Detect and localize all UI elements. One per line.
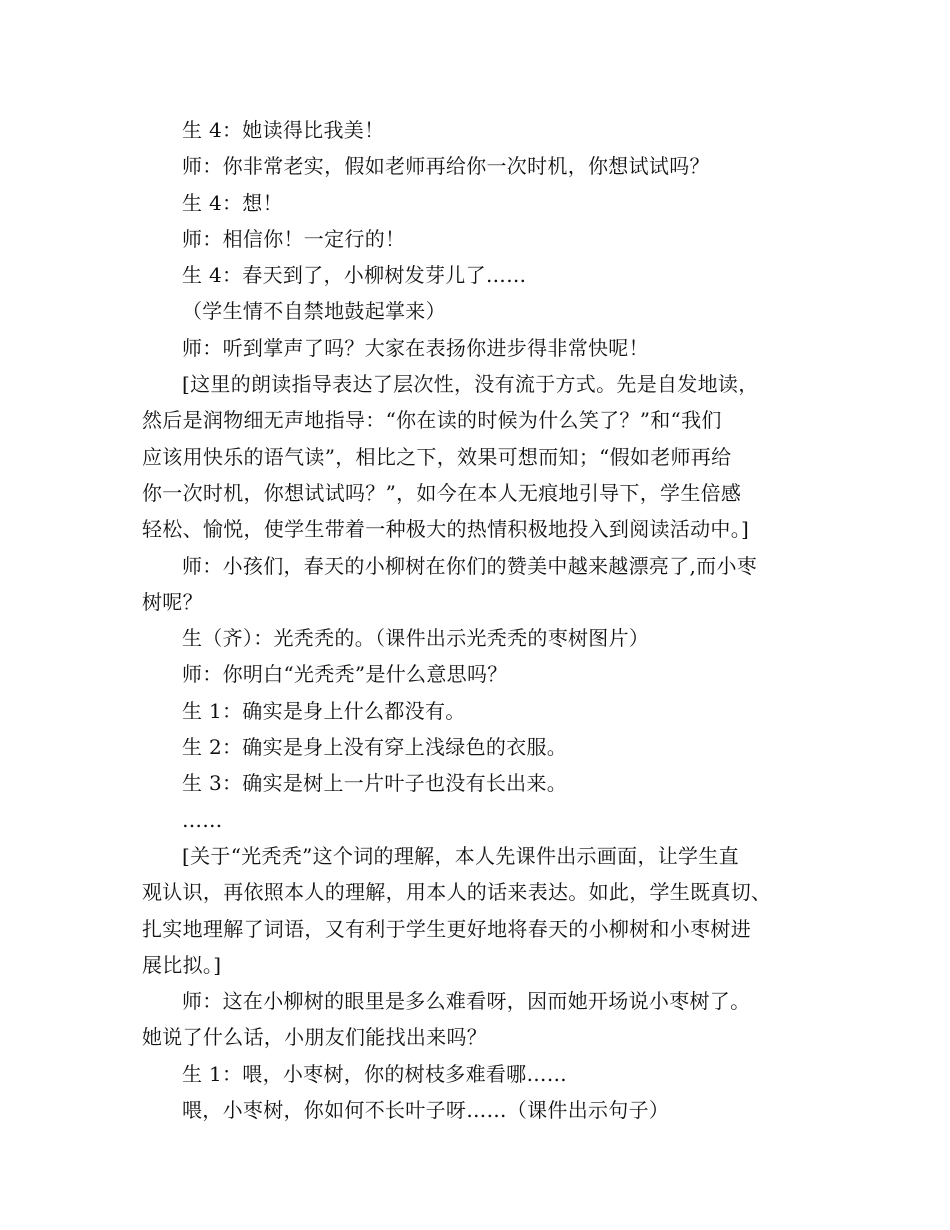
text-line: 师：相信你！一定行的！ — [182, 226, 406, 251]
text-line: 树呢？ — [142, 589, 203, 614]
paragraph — [142, 1056, 822, 1092]
text-line: …… — [182, 807, 223, 832]
paragraph — [142, 656, 822, 692]
text-line: 喂，小枣树，你如何不长叶子呀……（课件出示句子） — [182, 1098, 670, 1123]
text-line: 生 4：春天到了，小柳树发芽儿了…… — [182, 263, 527, 288]
text-line: 生 4：想！ — [182, 190, 283, 215]
text-line: 师：你非常老实，假如老师再给你一次时机，你想试试吗？ — [182, 154, 710, 179]
text-line: 生 3：确实是树上一片叶子也没有长出来。 — [182, 771, 568, 796]
text-line: 师：这在小柳树的眼里是多么难看呀，因而她开场说小枣树了。 — [182, 989, 751, 1014]
commentary-paragraph — [142, 838, 822, 983]
paragraph — [142, 765, 822, 801]
paragraph — [142, 293, 822, 329]
commentary-paragraph — [142, 366, 822, 547]
text-line: 你一次时机，你想试试吗？”，如今在本人无痕地引导下，学生倍感 — [142, 480, 742, 505]
text-line: 师：小孩们，春天的小柳树在你们的赞美中越来越漂亮了,而小枣 — [182, 553, 758, 578]
text-line: 她说了什么话，小朋友们能找出来吗？ — [142, 1025, 488, 1050]
text-line: 观认识，再依照本人的理解，用本人的话来表达。如此，学生既真切、 — [142, 880, 772, 905]
text-line: 生 1：喂，小枣树，你的树枝多难看哪…… — [182, 1061, 568, 1086]
document-body — [142, 112, 822, 1128]
paragraph — [142, 148, 822, 184]
paragraph — [142, 1092, 822, 1128]
text-line: 生（齐）：光秃秃的。（课件出示光秃秃的枣树图片） — [182, 626, 650, 651]
text-line: [关于“光秃秃”这个词的理解，本人先课件出示画面，让学生直 — [182, 843, 739, 868]
paragraph — [142, 330, 822, 366]
paragraph — [142, 983, 822, 1056]
paragraph — [142, 112, 822, 148]
text-line: 扎实地理解了词语，又有利于学生更好地将春天的小柳树和小枣树进 — [142, 916, 751, 941]
paragraph — [142, 729, 822, 765]
text-line: 生 2：确实是身上没有穿上浅绿色的衣服。 — [182, 735, 568, 760]
text-line: [这里的朗读指导表达了层次性，没有流于方式。先是自发地读， — [182, 372, 759, 397]
paragraph — [142, 221, 822, 257]
text-line: 师：听到掌声了吗？大家在表扬你进步得非常快呢！ — [182, 335, 649, 360]
paragraph — [142, 185, 822, 221]
text-line: 展比拟。] — [142, 952, 222, 977]
paragraph — [142, 548, 822, 621]
paragraph — [142, 257, 822, 293]
text-line: 师：你明白“光秃秃”是什么意思吗？ — [182, 662, 508, 687]
paragraph — [142, 620, 822, 656]
paragraph — [142, 802, 822, 838]
text-line: 然后是润物细无声地指导：“你在读的时候为什么笑了？”和“我们 — [142, 408, 722, 433]
paragraph — [142, 693, 822, 729]
text-line: 生 1：确实是身上什么都没有。 — [182, 698, 466, 723]
text-line: 生 4：她读得比我美！ — [182, 118, 385, 142]
text-line: 应该用快乐的语气读”，相比之下，效果可想而知；“假如老师再给 — [142, 444, 732, 469]
text-line: （学生情不自禁地鼓起掌来） — [182, 299, 446, 324]
text-line: 轻松、愉悦，使学生带着一种极大的热情积极地投入到阅读活动中。] — [142, 517, 750, 542]
